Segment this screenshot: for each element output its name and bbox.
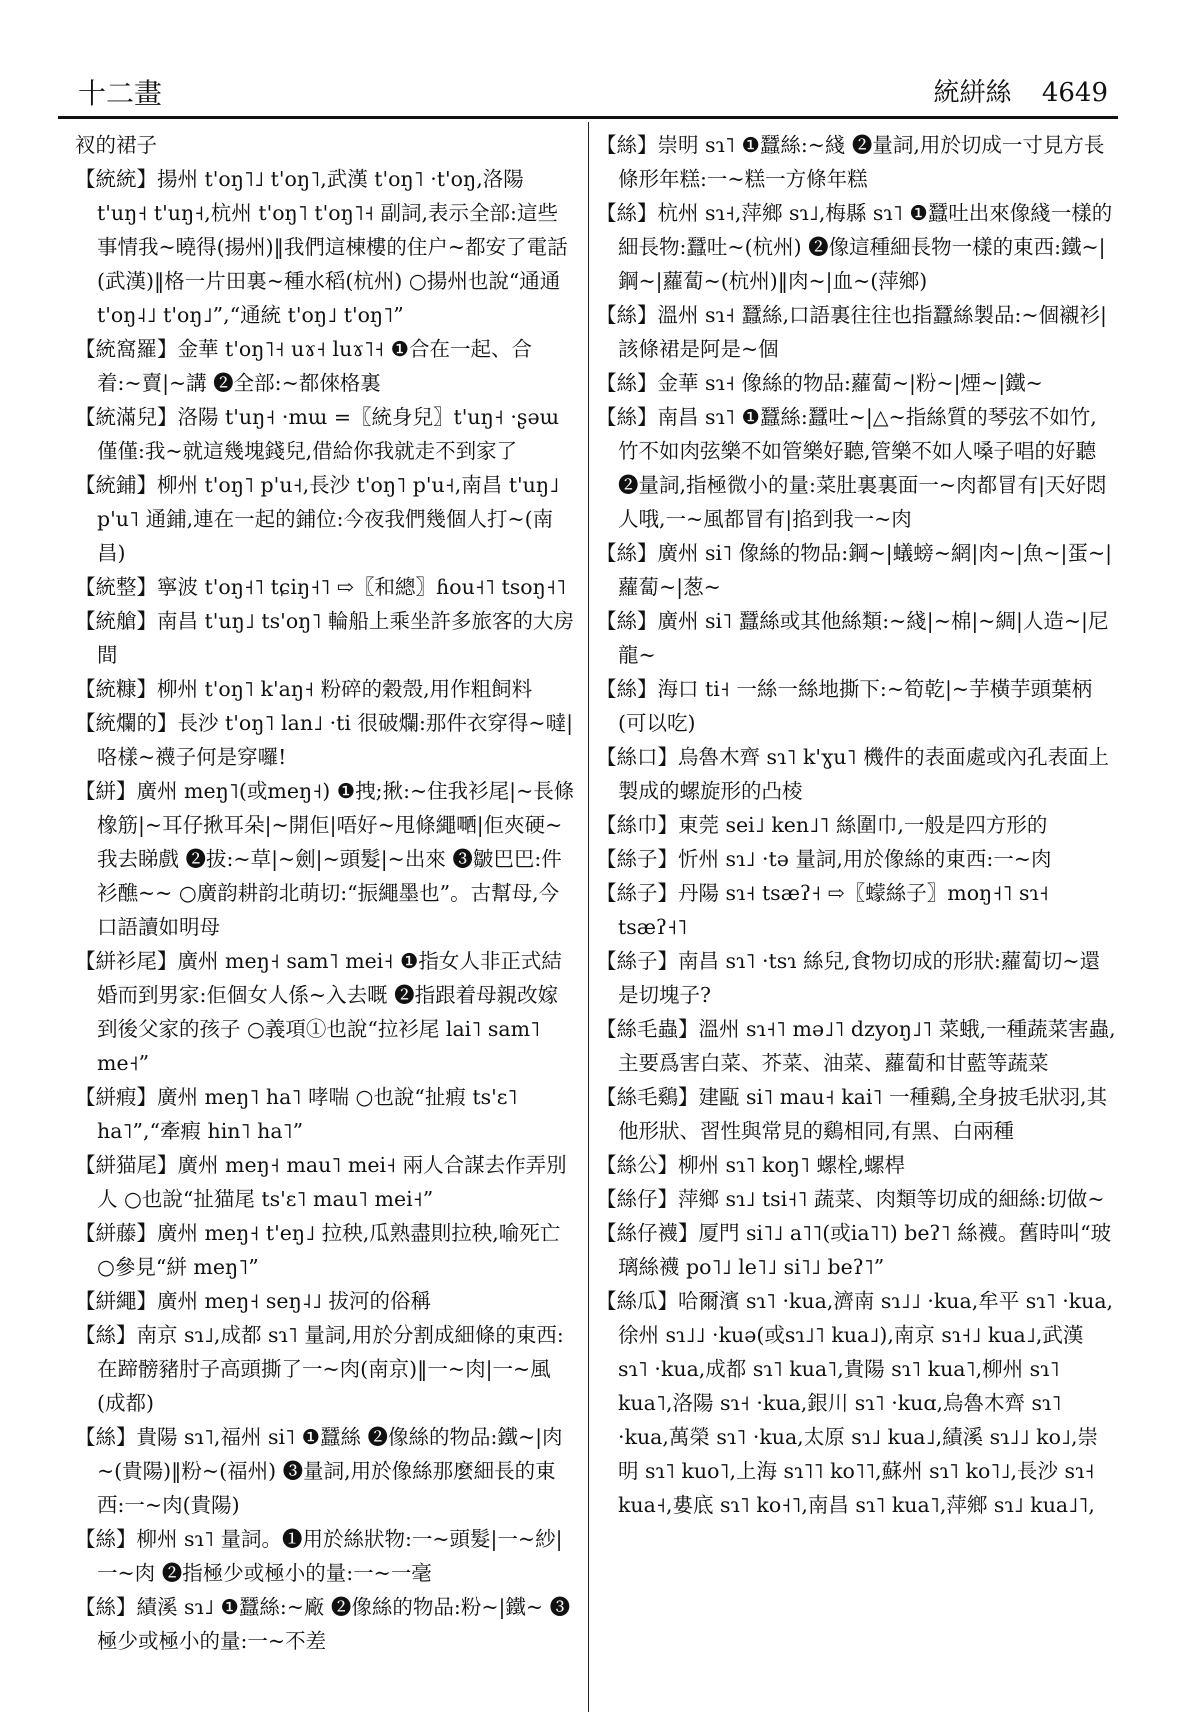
dictionary-entry: 【統整】寧波 t'oŋ˧˥ tɕiŋ˧˥ ⇨〖和總〗ɦou˧˥ tsoŋ˧˥: [75, 575, 567, 599]
dictionary-entry: 【絲】廣州 si˥ 蠶絲或其他絲類:~綫|~棉|~綢|人造~|尼龍~: [596, 609, 1109, 667]
dictionary-entry: 【絲】杭州 sɿ˧,萍鄉 sɿ˩,梅縣 sɿ˥ ❶蠶吐出來像綫一樣的細長物:蠶吐~(杭州) ❷像這種細長物一樣的東西:鐵~|鋼~|蘿蔔~(杭州)‖肉~|血~(萍鄉): [596, 201, 1113, 293]
section-title: 十二畫: [78, 77, 163, 110]
dictionary-entry: 【統爛的】長沙 t'oŋ˥ lan˩ ·ti 很破爛:那件衣穿得~噠|咯樣~襪子何是穿囉!: [75, 711, 573, 769]
dictionary-entry: 【統糠】柳州 t'oŋ˥ k'aŋ˧ 粉碎的穀殼,用作粗飼料: [75, 677, 533, 701]
page-number: 4649: [1041, 78, 1108, 108]
dictionary-entry: 【絲】金華 sɿ˧ 像絲的物品:蘿蔔~|粉~|煙~|鐵~: [596, 371, 1043, 395]
entry-continuation: 衩的裙子: [75, 133, 157, 157]
dictionary-entry: 【絲】柳州 sɿ˥ 量詞。❶用於絲狀物:一~頭髮|一~紗|一~肉 ❷指極少或極小的量:一~一毫: [75, 1527, 563, 1585]
dictionary-entry: 【絲毛鷄】建甌 si˥ mau˧ kai˥ 一種鷄,全身披毛狀羽,其他形狀、習性與常見的鷄相同,有黑、白兩種: [596, 1085, 1108, 1143]
dictionary-entry: 【絲公】柳州 sɿ˥ koŋ˥ 螺栓,螺桿: [596, 1153, 906, 1177]
dictionary-entry: 【統鋪】柳州 t'oŋ˥ p'u˧,長沙 t'oŋ˥ p'u˧,南昌 t'uŋ˩ p'u˥ 通鋪,連在一起的鋪位:今夜我們幾個人打~(南昌): [75, 473, 560, 565]
dictionary-entry: 【統滿兒】洛陽 t'uŋ˧ ·mɯ =〖統身兒〗t'uŋ˧ ·ʂəɯ 僅僅:我~就這幾塊錢兒,借給你我就走不到家了: [75, 405, 560, 463]
dictionary-entry: 【絣藤】廣州 meŋ˧ t'eŋ˩ 拉秧,瓜熟盡則拉秧,喻死亡 ○參見“絣 meŋ˥”: [75, 1221, 561, 1279]
dictionary-entry: 【絣】廣州 meŋ˥(或meŋ˧) ❶拽;揪:~住我衫尾|~長條橡筋|~耳仔揪耳朵|~開佢|唔好~甩條繩嗮|佢夾硬~我去睇戲 ❷拔:~草|~劍|~頭髮|~出來 ❸皺巴巴:件衫醮~~ ○廣韵耕韵北萌切:“振繩墨也”。古幫母,今口語讀如明母: [75, 779, 575, 939]
dictionary-entry: 【絲】南昌 sɿ˥ ❶蠶絲:蠶吐~|△~指絲質的琴弦不如竹,竹不如肉弦樂不如管樂好聽,管樂不如人嗓子唱的好聽 ❷量詞,指極微小的量:菜肚裏裏面一~肉都冒有|天好悶人哦,一~風都冒有|掐到我一~肉: [596, 405, 1107, 531]
right-column: [596, 128, 1116, 1708]
dictionary-entry: 【絣猫尾】廣州 meŋ˧ mau˥ mei˧ 兩人合謀去作弄別人 ○也說“扯猫尾 ts'ɛ˥ mau˥ mei˧”: [75, 1153, 567, 1211]
dictionary-entry: 【絣瘕】廣州 meŋ˥ ha˥ 哮喘 ○也說“扯瘕 ts'ɛ˥ ha˥”,“牽瘕 hin˥ ha˥”: [75, 1085, 518, 1143]
dictionary-entry: 【絲瓜】哈爾濱 sɿ˥ ·kua,濟南 sɿ˩˩ ·kua,牟平 sɿ˥ ·kua,徐州 sɿ˩˩ ·kuə(或sɿ˩˥ kua˩),南京 sɿ˧˩ kua˩,武漢 sɿ˥ ·kua,成都 sɿ˥ kua˥,貴陽 sɿ˥ kua˥,柳州 sɿ˥ kua˥,洛陽 sɿ˧ ·kua,銀川 sɿ˥ ·kuɑ,烏魯木齊 sɿ˥ ·kua,萬榮 sɿ˥ ·kua,太原 sɿ˩ kua˩,績溪 sɿ˩˩ ko˩,崇明 sɿ˥ kuo˥,上海 sɿ˥˥ ko˥˥,蘇州 sɿ˥ ko˥˩,長沙 sɿ˧ kua˧,婁底 sɿ˥ ko˧˥,南昌 sɿ˥ kua˥,萍鄉 sɿ˩ kua˩˥,: [596, 1289, 1114, 1517]
page-header: [58, 64, 1118, 110]
dictionary-entry: 【統統】揚州 t'oŋ˥˩ t'oŋ˥,武漢 t'oŋ˥ ·t'oŋ,洛陽 t'uŋ˧ t'uŋ˧,杭州 t'oŋ˥ t'oŋ˥˧ 副詞,表示全部:這些事情我~曉得(揚州)‖我們這棟樓的住户~都安了電話(武漢)‖格一片田裏~種水稻(杭州) ○揚州也說“通通 t'oŋ˨˩ t'oŋ˩”,“通統 t'oŋ˩ t'oŋ˥”: [75, 167, 568, 327]
dictionary-entry: 【絲巾】東莞 sei˩ ken˩˥ 絲圍巾,一般是四方形的: [596, 813, 1048, 837]
dictionary-entry: 【絲子】丹陽 sɿ˧ tsæʔ˧ ⇨〖蠓絲子〗moŋ˧˥ sɿ˧ tsæʔ˧˥: [596, 881, 1049, 939]
dictionary-entry: 【絲】海口 ti˧ 一絲一絲地撕下:~筍乾|~芋橫芋頭葉柄(可以吃): [596, 677, 1093, 735]
dictionary-entry: 【絲仔】萍鄉 sɿ˩ tsi˧˥ 蔬菜、肉類等切成的細絲:切做~: [596, 1187, 1105, 1211]
dictionary-entry: 【絣衫尾】廣州 meŋ˧ sam˥ mei˧ ❶指女人非正式結婚而到男家:佢個女人係~入去嘅 ❷指跟着母親改嫁到後父家的孩子 ○義項①也說“拉衫尾 lai˥ sam˥ me˧”: [75, 949, 562, 1075]
running-head: [934, 72, 1108, 109]
dictionary-entry: 【絲子】忻州 sɿ˩ ·tə 量詞,用於像絲的東西:一~肉: [596, 847, 1052, 871]
dictionary-entry: 【絲】南京 sɿ˩,成都 sɿ˥ 量詞,用於分割成細條的東西:在蹄髈豬肘子高頭撕了一~肉(南京)‖一~肉|一~風(成都): [75, 1323, 564, 1415]
dictionary-entry: 【絣繩】廣州 meŋ˧ seŋ˨˩ 拔河的俗稱: [75, 1289, 432, 1313]
dictionary-entry: 【絲】溫州 sɿ˧ 蠶絲,口語裏往往也指蠶絲製品:~個襯衫|該條裙是阿是~個: [596, 303, 1107, 361]
dictionary-entry: 【絲】廣州 si˥ 像絲的物品:鋼~|蟻螃~網|肉~|魚~|蛋~|蘿蔔~|葱~: [596, 541, 1113, 599]
dictionary-entry: 【絲口】烏魯木齊 sɿ˥ k'ɣu˥ 機件的表面處或內孔表面上製成的螺旋形的凸棱: [596, 745, 1110, 803]
dictionary-entry: 【絲】崇明 sɿ˥ ❶蠶絲:~綫 ❷量詞,用於切成一寸見方長條形年糕:一~糕一方條年糕: [596, 133, 1105, 191]
dictionary-entry: 【統窩羅】金華 t'oŋ˥˧ uɤ˧ luɤ˥˧ ❶合在一起、合着:~賣|~講 ❷全部:~都倈格裏: [75, 337, 532, 395]
left-column: [75, 128, 575, 1708]
header-rule: [58, 116, 1118, 119]
dictionary-entry: 【絲】貴陽 sɿ˥,福州 si˥ ❶蠶絲 ❷像絲的物品:鐵~|肉~(貴陽)‖粉~(福州) ❸量詞,用於像絲那麼細長的東西:一~肉(貴陽): [75, 1425, 563, 1517]
dictionary-entry: 【絲仔襪】厦門 si˥˩ a˥˥(或ia˥˥) beʔ˥ 絲襪。舊時叫“玻璃絲襪 po˥˩ le˥˩ si˥˩ beʔ˥”: [596, 1221, 1112, 1279]
dictionary-entry: 【絲】績溪 sɿ˩ ❶蠶絲:~廠 ❷像絲的物品:粉~|鐵~ ❸極少或極小的量:一~不差: [75, 1595, 571, 1653]
dictionary-entry: 【絲毛蟲】溫州 sɿ˧˥ mə˩˥ dzyoŋ˩˥ 菜蛾,一種蔬菜害蟲,主要爲害白菜、芥菜、油菜、蘿蔔和甘藍等蔬菜: [596, 1017, 1116, 1075]
dictionary-entry: 【絲子】南昌 sɿ˥ ·tsɿ 絲兒,食物切成的形狀:蘿蔔切~還是切塊子?: [596, 949, 1101, 1007]
dictionary-entry: 【統艙】南昌 t'uŋ˩ ts'oŋ˥ 輪船上乘坐許多旅客的大房間: [75, 609, 574, 667]
running-head-words: 統絣絲: [933, 78, 1012, 108]
column-divider: [588, 122, 589, 1712]
